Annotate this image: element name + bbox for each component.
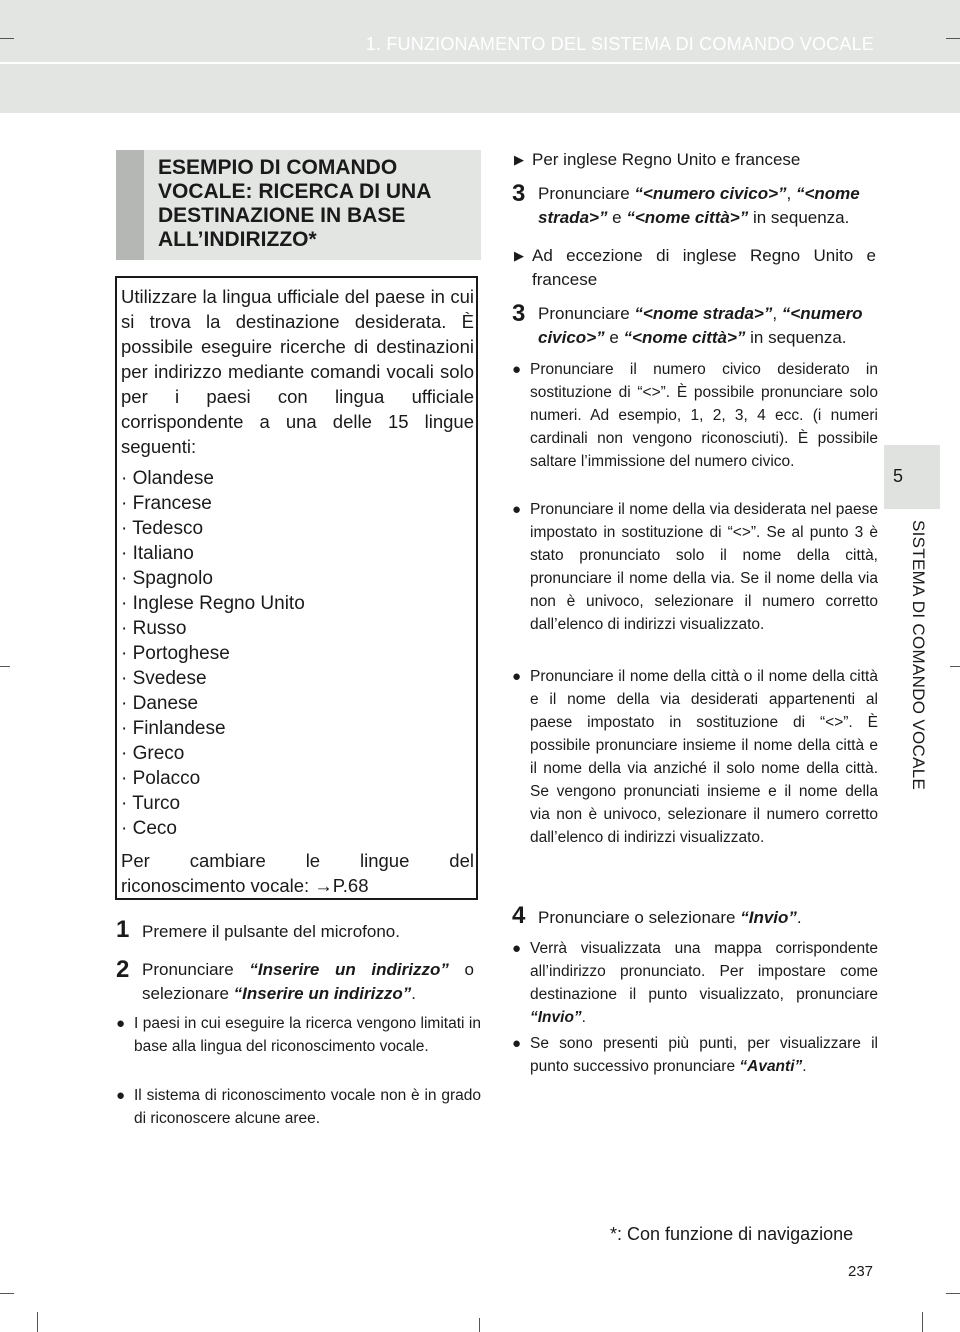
voice-command: “<nome città>” [626,208,749,227]
info-outro [121,848,474,898]
voice-command: “<numero civico>” [538,304,863,347]
step-4 [512,904,878,930]
list-item: · Ceco [121,818,177,839]
step-text: in sequenza. [748,208,850,227]
sub-heading-text: Per inglese Regno Unito e francese [532,150,801,169]
note-bullet [512,498,878,636]
list-item: · Russo [121,618,187,639]
step-number: 3 [512,300,526,327]
note-bullet [116,1084,481,1130]
step-text: e [604,328,624,347]
list-item: · Olandese [121,468,214,489]
step-text: Pronunciare [538,304,635,323]
list-item: · Italiano [121,543,194,564]
step-text: . [411,984,416,1003]
list-item: · Greco [121,743,185,764]
crop-mark [922,1312,923,1332]
step-number: 3 [512,180,526,207]
note-bullet [512,665,878,849]
step-number: 4 [512,902,526,929]
note-bullet [512,358,878,473]
bullet-text: Pronunciare il nome della via desiderata nel paese impostato in sostituzione di “<>”. Se al punto 3 è stato pronunciato solo il nome della città, pronunciare il nome della via. Se il nome della via non è univoco, selezionare il numero corretto dall’elenco di indirizzi visualizzato. [530,501,878,633]
bullet-icon: ● [116,1087,126,1104]
step-3b [512,302,878,350]
step-1 [116,918,481,944]
sub-heading [514,148,876,172]
crop-mark [479,1318,480,1332]
crop-mark [0,666,10,667]
step-text: o selezionare [142,960,474,1003]
list-item: · Svedese [121,668,207,689]
step-text: , [786,184,796,203]
step-text: Pronunciare [142,960,250,979]
language-list [121,466,305,841]
step-number: 2 [116,956,130,983]
page-number: 237 [848,1263,874,1280]
voice-command: “Inserire un indirizzo” [233,984,412,1003]
step-number: 1 [116,916,130,943]
crop-mark [950,666,960,667]
bullet-text: . [802,1058,807,1075]
bullet-icon: ● [512,501,522,518]
note-bullet [512,937,878,1029]
info-outro-line1: Per cambiare le lingue del [121,850,474,871]
bullet-text: Verrà visualizzata una mappa corrispondente all’indirizzo pronunciato. Per impostare come destinazione il punto visualizzato, pronunciare [530,940,878,1003]
bullet-icon: ● [512,1035,522,1052]
list-item: · Portoghese [121,643,230,664]
triangle-icon: ▶ [514,152,524,167]
list-item: · Tedesco [121,518,204,539]
sub-heading [514,244,876,292]
section-heading: ESEMPIO DI COMANDO VOCALE: RICERCA DI UNA DESTINAZIONE IN BASE ALL’INDIRIZZO* [158,156,431,251]
voice-command: “<nome strada>” [634,304,773,323]
voice-command: “Avanti” [739,1058,803,1075]
sub-heading-text: Ad eccezione di inglese Regno Unito e francese [532,246,876,289]
bullet-text: Pronunciare il nome della città o il nome della città e il nome della via desiderati appartenenti al paese impostato in sostituzione di “<>”. È possibile pronunciare insieme il nome della città e il nome della via anziché il solo nome della città. Se vengono pronunciati insieme e il nome della via non è univoco, selezionare il numero corretto dall’elenco di indirizzi visualizzato. [530,668,878,846]
header-band [0,0,960,113]
step-text: Pronunciare o selezionare [538,908,741,927]
info-intro: Utilizzare la lingua ufficiale del paese in cui si trova la destinazione desiderata. È possibile eseguire ricerche di destinazioni per indirizzo mediante comandi vocali solo per i paesi con lingua ufficiale corrispondente a una delle 15 lingue seguenti: [121,286,474,457]
step-text: Pronunciare [538,184,635,203]
crop-mark [37,1312,38,1332]
chapter-number: 5 [893,466,904,486]
list-item: · Inglese Regno Unito [121,593,305,614]
crop-mark [946,1293,960,1294]
bullet-text: Se sono presenti più punti, per visualizzare il punto successivo pronunciare [530,1035,878,1075]
bullet-text: I paesi in cui eseguire la ricerca vengono limitati in base alla lingua del riconoscimento vocale. [134,1015,481,1055]
bullet-text: Il sistema di riconoscimento vocale non è in grado di riconoscere alcune aree. [134,1087,481,1127]
step-text: . [796,908,802,927]
list-item: · Polacco [121,768,201,789]
step-text: in sequenza. [745,328,847,347]
voice-command: “<nome strada>” [538,184,860,227]
step-2 [116,958,481,1006]
chapter-title-vertical: SISTEMA DI COMANDO VOCALE [909,520,928,791]
note-bullet [116,1012,481,1058]
bullet-icon: ● [116,1015,126,1032]
voice-command: “Invio” [740,908,797,927]
voice-command: “<numero civico>” [634,184,787,203]
crop-mark [946,38,960,39]
step-text: e [607,208,627,227]
crop-mark [0,1293,14,1294]
triangle-icon: ▶ [514,248,524,263]
voice-command: “Inserire un indirizzo” [249,960,449,979]
bullet-icon: ● [512,940,522,957]
running-header: 1. FUNZIONAMENTO DEL SISTEMA DI COMANDO VOCALE [365,34,874,54]
info-outro-line2: riconoscimento vocale: →P.68 [121,875,369,896]
list-item: · Spagnolo [121,568,213,589]
list-item: · Turco [121,793,181,814]
bullet-text: . [581,1009,586,1026]
list-item: · Francese [121,493,212,514]
step-text: Premere il pulsante del microfono. [142,922,400,941]
step-text: , [772,304,782,323]
note-bullet [512,1032,878,1078]
list-item: · Danese [121,693,199,714]
bullet-icon: ● [512,361,522,378]
crop-mark [0,38,14,39]
voice-command: “Invio” [530,1009,582,1026]
footnote: *: Con funzione di navigazione [610,1224,854,1244]
bullet-text: Pronunciare il numero civico desiderato in sostituzione di “<>”. È possibile pronunciare solo numeri. Ad esempio, 1, 2, 3, 4 ecc. (i numeri cardinali non vengono riconosciuti). È possibile saltare l’immissione del numero civico. [530,361,878,470]
section-heading-bar [116,150,144,260]
voice-command: “<nome città>” [623,328,746,347]
step-3a [512,182,878,230]
bullet-icon: ● [512,668,522,685]
list-item: · Finlandese [121,718,226,739]
